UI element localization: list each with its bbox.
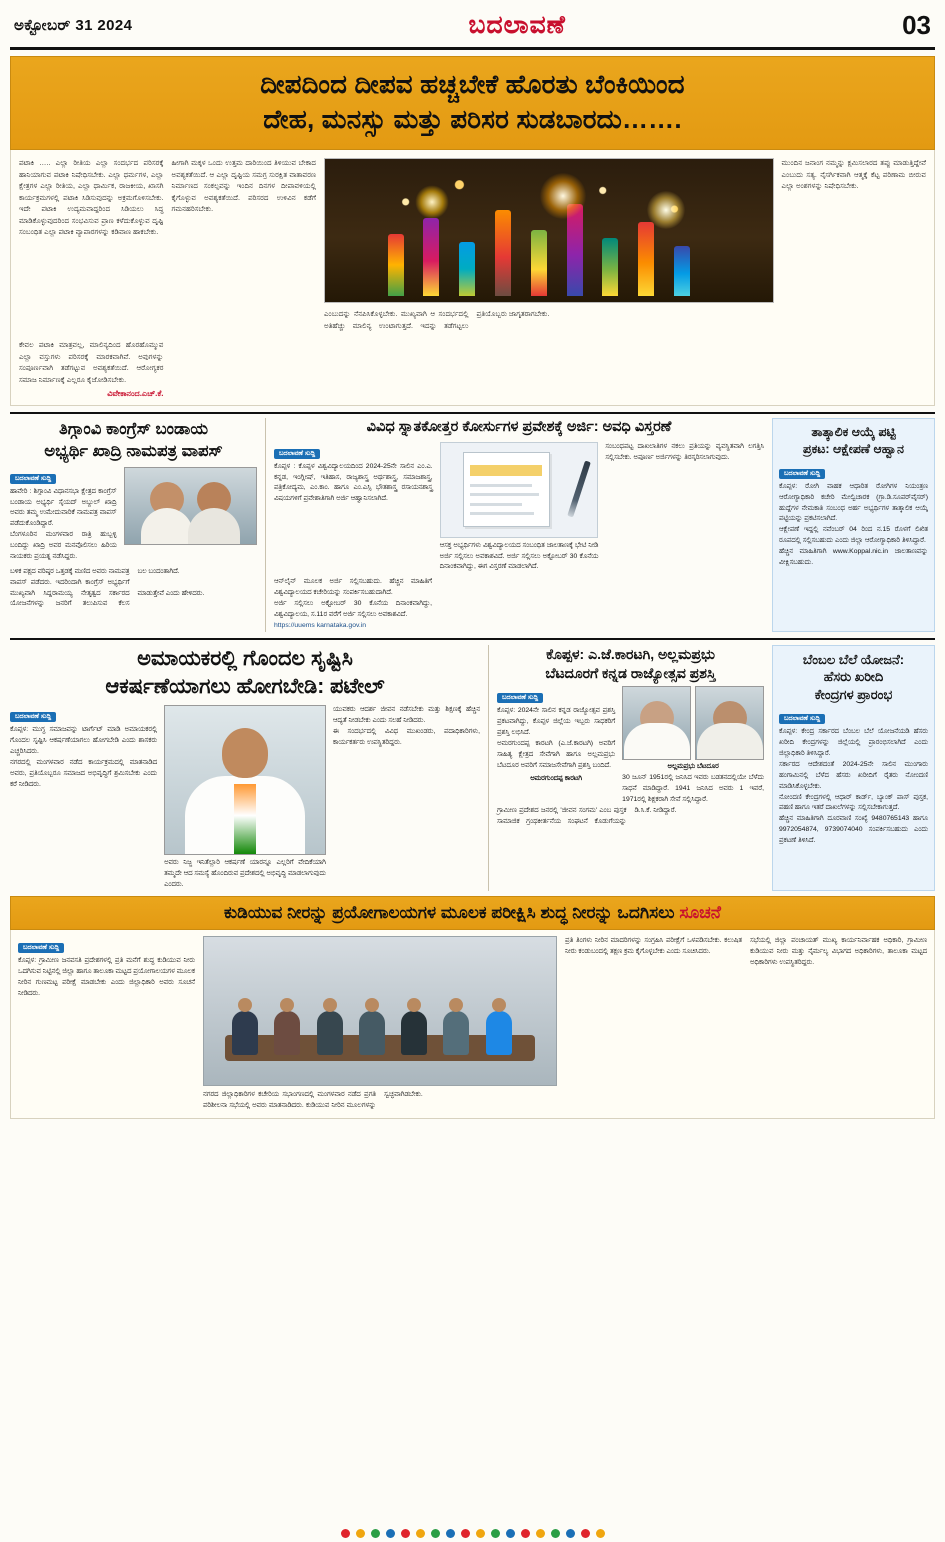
awardee-2-name: ಅಲ್ಲಮಪ್ರಭು ಬೆಟದೂರ (667, 763, 719, 771)
lead-column-1: ಪಟಾಕಿ ….. ಎಲ್ಲಾ ರೀತಿಯ ಎಲ್ಲಾ ಸಂದರ್ಭದ ಪರಿಸರಕ್ಕೆ ಹಾನಿಯಾಗುವ ಪಟಾಕಿ ನಿಷೇಧಿಸಬೇಕು. ಎಲ್ಲಾ ಧರ್ಮಗಳ, ಎಲ್ಲಾ ಕ್ಷೇತ್ರಗಳ ಎಲ್ಲಾ ರೀತಿಯ, ಎಲ್ಲಾ ಧಾರ್ಮಿಕ, ರಾಜಕೀಯ, ಖಾಸಗಿ ಕಾರ್ಯಕ್ರಮಗಳಲ್ಲಿ ಪಟಾಕಿ ಸಿಡಿಸುವುದನ್ನು ಅಕ್ರಮಗೊಳಿಸಬೇಕು. ಇದೇ ಪಟಾಕಿ ಉದ್ಯಮವಾದ್ದರಿಂದ ಸಿಡಿಯಲು ಸಿದ್ಧ ಮಾಡಿಕೊಳ್ಳುವುದರಿಂದ ಸಂಭವಿಸುವ ಪ್ರಾಣ ಕಳೆದುಕೊಳ್ಳುವ ದೃಷ್ಟಿ ಸಂಬಂಧಿತ ಎಲ್ಲಾ ಪಟಾಕಿ ವ್ಯಾಪಾರಗಳನ್ನು ಕಡಿವಾಣ ಹಾಕಬೇಕು. (19, 159, 164, 237)
awardee-2-photo (695, 686, 764, 760)
mid-section (10, 418, 935, 632)
patil-headline-line1: ಅಮಾಯಕರಲ್ಲಿ ಗೊಂದಲ ಸೃಷ್ಟಿಸಿ (137, 646, 353, 670)
article-pg-courses (265, 418, 764, 632)
lead-column-2: ಹೀಗಾಗಿ ಮಕ್ಕಳ ಒಂದು ಉತ್ತಮ ದಾರಿಯಿಂದ ತಿಳಿಯುವ ಬೇಕಾದ ಅವಶ್ಯಕತೆಯಿದೆ. ಆ ಎಲ್ಲಾ ದೃಷ್ಟಿಯ ಸಮಗ್ರ ಸುರಕ್ಷಿತ ವಾತಾವರಣ ನಿರ್ಮಾಣದ ಸಂಕಲ್ಪವನ್ನು ಇಂದಿನ ದಿನಗಳ ದೀಪಾವಳಿಯಲ್ಲಿ ಕೈಗೊಳ್ಳುವ ಅವಶ್ಯಕತೆಯಿದೆ. ಪರಿಸರದ ಉಳಿವಿನ ಕಡೆಗೆ ಗಮನಹರಿಸಬೇಕು. (171, 159, 316, 214)
pg-courses-body-5: ಅರ್ಜಿ ಸಲ್ಲಿಸಲು ಅಕ್ಟೋಬರ್ 30 ಕೊನೆಯ ದಿನಾಂಕವಾಗಿದ್ದು, ವಿಶ್ವವಿದ್ಯಾಲಯ, ಸ.11ರ ವರೆಗೆ ಅರ್ಜಿ ಸಲ್ಲಿಸಲು ಅವಕಾಶವಿದೆ. (274, 600, 432, 618)
support-price-body-4: ಹೆಚ್ಚಿನ ಮಾಹಿತಿಗಾಗಿ ದೂರವಾಣಿ ಸಂಖ್ಯೆ 9480765143 ಹಾಗೂ 9972054874, 9739074040 ಸಂಪರ್ಕಿಸಬಹುದು ಎಂದು ಪ್ರಕಟಣೆ ತಿಳಿಸಿದೆ. (779, 815, 928, 845)
two-leaders-photo (124, 467, 257, 545)
source-tag-temp-list: ಬದಲಾವಣೆ ಸುದ್ದಿ (779, 469, 825, 479)
footer-dot (416, 1529, 425, 1538)
footer-dot (476, 1529, 485, 1538)
lead-photo-block (324, 158, 774, 332)
source-tag-shiggavi: ಬದಲಾವಣೆ ಸುದ್ದಿ (10, 474, 56, 484)
fireworks-crackers-photo (324, 158, 774, 303)
temp-list-headline-line1: ತಾತ್ಕಾಲಿಕ ಆಯ್ಕೆ ಪಟ್ಟಿ (811, 425, 896, 440)
water-notice-banner (10, 896, 935, 930)
footer-dot (461, 1529, 470, 1538)
footer-dot (551, 1529, 560, 1538)
third-section (10, 645, 935, 891)
water-body-4: ಸಭೆಯಲ್ಲಿ ಜಿಲ್ಲಾ ಪಂಚಾಯತ್ ಮುಖ್ಯ ಕಾರ್ಯನಿರ್ವಾಹಕ ಅಧಿಕಾರಿ, ಗ್ರಾಮೀಣ ಕುಡಿಯುವ ನೀರು ಮತ್ತು ನೈರ್ಮಲ್ಯ ವಿಭಾಗದ ಅಧಿಕಾರಿಗಳು, ತಾಲೂಕಾ ಮಟ್ಟದ ಅಧಿಕಾರಿಗಳು ಉಪಸ್ಥಿತರಿದ್ದರು. (750, 936, 927, 966)
section-divider-2 (10, 638, 935, 640)
footer-dot (356, 1529, 365, 1538)
lead-article (10, 150, 935, 406)
shiggavi-body-2: ಬೆಂಗಳೂರಿನ ಮಂಗಳವಾರ ರಾತ್ರಿ ಹುಬ್ಬಳ್ಳಿ ಬಂದಿದ್ದು ಖಾದ್ರಿ ಅವರ ಮನವೊಲಿಸಲು ಹಿರಿಯ ನಾಯಕರು ಪ್ರಯತ್ನ ನಡೆಸಿದ್ದರು. (10, 531, 117, 560)
source-tag-support-price: ಬದಲಾವಣೆ ಸುದ್ದಿ (779, 714, 825, 724)
lead-column-3: ಎಂಬುದನ್ನು ನೆನಪಿಸಿಕೊಳ್ಳಬೇಕು. ಮುಖ್ಯವಾಗಿ ಆ ಸಂದರ್ಭದಲ್ಲಿ ಅತಿಹೆಚ್ಚು ಮಾಲಿನ್ಯ ಉಂಟಾಗುತ್ತದೆ. ಇದನ್ನು ತಡೆಗಟ್ಟಲು ಪ್ರತಿಯೊಬ್ಬರು ಜಾಗೃತರಾಗಬೇಕು. (324, 310, 550, 330)
award-body-3: 30 ಜೂನ್ 1951ರಲ್ಲಿ ಜನಿಸಿದ ಇವರು ಬಡತನದಲ್ಲಿಯೇ ಬೆಳೆದು ಸಾಧನೆ ಮಾಡಿದ್ದಾರೆ. 1941 ಜನಿಸಿದ ಅವರು 1 ಇವರೆ, 1971ರಲ್ಲಿ ಶಿಕ್ಷಕರಾಗಿ ಸೇವೆ ಸಲ್ಲಿಸಿದ್ದಾರೆ. (622, 774, 764, 804)
article-temp-selection-list (772, 418, 935, 632)
two-awardees-photo (622, 686, 691, 760)
footer-dot (446, 1529, 455, 1538)
water-article (10, 930, 935, 1119)
support-price-headline-line3: ಕೇಂದ್ರಗಳ ಪ್ರಾರಂಭ (814, 686, 893, 702)
water-body-1: ಕೊಪ್ಪಳ: ಗ್ರಾಮೀಣ ಜನವಸತಿ ಪ್ರದೇಶಗಳಲ್ಲಿ ಪ್ರತಿ ಮನೆಗೆ ಶುದ್ಧ ಕುಡಿಯುವ ನೀರು ಒದಗಿಸುವ ನಿಟ್ಟಿನಲ್ಲಿ ಜಿಲ್ಲಾ ಹಾಗೂ ತಾಲೂಕಾ ಮಟ್ಟದ ಪ್ರಯೋಗಾಲಯಗಳ ಮೂಲಕ ನೀರಿನ ಗುಣಮಟ್ಟ ಪರೀಕ್ಷೆ ಮಾಡಬೇಕು ಎಂದು ಜಿಲ್ಲಾಧಿಕಾರಿ ಅವರು ಸೂಚನೆ ನೀಡಿದರು. (18, 956, 195, 997)
lead-headline-line2: ದೇಹ, ಮನಸ್ಸು ಮತ್ತು ಪರಿಸರ ಸುಡಬಾರದು……. (263, 104, 682, 135)
page-number: 03 (902, 10, 931, 40)
patil-body-5: ಈ ಸಂದರ್ಭದಲ್ಲಿ ವಿವಿಧ ಮುಖಂಡರು, ಪದಾಧಿಕಾರಿಗಳು, ಕಾರ್ಯಕರ್ತರು ಉಪಸ್ಥಿತರಿದ್ದರು. (332, 728, 480, 746)
footer-dot (506, 1529, 515, 1538)
publication-date: ಅಕ್ಟೋಬರ್ 31 2024 (14, 17, 133, 34)
award-body-1: ಕೊಪ್ಪಳ: 2024ನೇ ಸಾಲಿನ ಕನ್ನಡ ರಾಜ್ಯೋತ್ಸವ ಪ್ರಶಸ್ತಿ ಪ್ರಕಟವಾಗಿದ್ದು, ಕೊಪ್ಪಳ ಜಿಲ್ಲೆಯ ಇಬ್ಬರು ಸಾಧಕರಿಗೆ ಪ್ರಶಸ್ತಿ ಲಭಿಸಿದೆ. (497, 707, 616, 737)
section-divider-1 (10, 412, 935, 414)
support-price-body-1: ಕೊಪ್ಪಳ: ಕೇಂದ್ರ ಸರ್ಕಾರದ ಬೆಂಬಲ ಬೆಲೆ ಯೋಜನೆಯಡಿ ಹೆಸರು ಖರೀದಿ ಕೇಂದ್ರಗಳನ್ನು ಜಿಲ್ಲೆಯಲ್ಲಿ ಪ್ರಾರಂಭಿಸಲಾಗಿದೆ ಎಂದು ಜಿಲ್ಲಾಧಿಕಾರಿ ತಿಳಿಸಿದ್ದಾರೆ. (779, 728, 928, 758)
support-price-headline-line1: ಬೆಂಬಲ ಬೆಲೆ ಯೋಜನೆ: (802, 651, 905, 667)
source-tag-pg-courses: ಬದಲಾವಣೆ ಸುದ್ದಿ (274, 449, 320, 459)
pg-courses-body-2: ಆಸಕ್ತ ಅಭ್ಯರ್ಥಿಗಳು ವಿಶ್ವವಿದ್ಯಾಲಯದ ಸಂಬಂಧಿತ ಜಾಲತಾಣಕ್ಕೆ ಭೇಟಿ ನೀಡಿ ಅರ್ಜಿ ಸಲ್ಲಿಸಲು ಅವಕಾಶವಿದೆ. ಅರ್ಜಿ ಸಲ್ಲಿಸಲು ಅಕ್ಟೋಬರ್ 30 ಕೊನೆಯ ದಿನಾಂಕವಾಗಿದ್ದು, ಈಗ ವಿಸ್ತರಣೆ ಮಾಡಲಾಗಿದೆ. (439, 541, 599, 571)
footer-dot (536, 1529, 545, 1538)
masthead (10, 8, 935, 50)
footer-dot (371, 1529, 380, 1538)
shiggavi-body-1: ಹಾವೇರಿ : ಶಿಗ್ಗಾಂವಿ ವಿಧಾನಸಭಾ ಕ್ಷೇತ್ರದ ಕಾಂಗ್ರೆಸ್ ಬಂಡಾಯ ಅಭ್ಯರ್ಥಿ ಸೈಯದ್ ಅಬ್ದುಲ್ ಖಾದ್ರಿ ಅವರು ತಮ್ಮ ಉಮೇದುವಾರಿಕೆ ನಾಮಪತ್ರ ವಾಪಸ್ ಪಡೆದುಕೊಂಡಿದ್ದಾರೆ. (10, 487, 117, 528)
support-price-body-3: ನೋಂದಣಿ ಕೇಂದ್ರಗಳಲ್ಲಿ ಆಧಾರ್ ಕಾರ್ಡ್, ಬ್ಯಾಂಕ್ ಪಾಸ್ ಪುಸ್ತಕ, ಪಹಣಿ ಹಾಗೂ ಇತರೆ ದಾಖಲೆಗಳನ್ನು ಸಲ್ಲಿಸಬೇಕಾಗುತ್ತದೆ. (779, 793, 928, 812)
pg-courses-website[interactable]: https://uuems karnataka.gov.in (274, 621, 367, 629)
lead-column-4: ಮುಂದಿನ ಜನಾಂಗ ನಮ್ಮನ್ನು ಕ್ಷಮಿಸಲಾರದ ತಪ್ಪು ಮಾಡುತ್ತಿದ್ದೇವೆ ಎಂಬುದು ಸತ್ಯ. ನೈಸರ್ಗಿಕವಾಗಿ ಆತ್ಮಕ್ಕೆ ಕೆಟ್ಟ ಪರಿಣಾಮ ಬೀರುವ ಎಲ್ಲಾ ಅಂಶಗಳನ್ನು ನಿಷೇಧಿಸಬೇಕು. (781, 159, 926, 191)
footer-dot (341, 1529, 350, 1538)
water-notice-highlight: ಸೂಚನೆ (679, 902, 721, 922)
lead-headline-banner (10, 56, 935, 150)
lead-headline-line1: ದೀಪದಿಂದ ದೀಪವ ಹಚ್ಚಬೇಕೆ ಹೊರತು ಬೆಂಕಿಯಿಂದ (260, 69, 685, 99)
awardee-1-name: ಅಮರಗುಂದಪ್ಪ ಕಾರಟಗಿ (530, 774, 582, 782)
award-headline-line2: ಬೆಟದೂರಗೆ ಕನ್ನಡ ರಾಜ್ಯೋತ್ಸವ ಪ್ರಶಸ್ತಿ (545, 664, 716, 681)
lead-column-5: ಕೇವಲ ಪಟಾಕಿ ಮಾತ್ರವಲ್ಲ, ಮಾಲಿನ್ಯದಿಂದ ಹೊರಹೊಮ್ಮುವ ಎಲ್ಲಾ ವಸ್ತುಗಳು ಪರಿಸರಕ್ಕೆ ಮಾರಕವಾಗಿವೆ. ಅವುಗಳನ್ನು ಸಂಪೂರ್ಣವಾಗಿ ತಡೆಗಟ್ಟುವ ಅವಶ್ಯಕತೆಯಿದೆ. ಆರೋಗ್ಯಕರ ಸಮಾಜ ನಿರ್ಮಾಣಕ್ಕೆ ಎಲ್ಲರೂ ಕೈಜೋಡಿಸಬೇಕು. (19, 341, 164, 384)
article-shiggavi-congress (10, 418, 257, 632)
lead-column-5-block (19, 340, 164, 399)
source-tag-patil: ಬದಲಾವಣೆ ಸುದ್ದಿ (10, 712, 56, 722)
pg-courses-body-4: ಆನ್‌ಲೈನ್ ಮೂಲಕ ಅರ್ಜಿ ಸಲ್ಲಿಸಬಹುದು. ಹೆಚ್ಚಿನ ಮಾಹಿತಿಗೆ ವಿಶ್ವವಿದ್ಯಾಲಯದ ಕಚೇರಿಯನ್ನು ಸಂಪರ್ಕಿಸಬಹುದಾಗಿದೆ. (274, 578, 432, 597)
pg-courses-headline: ವಿವಿಧ ಸ್ನಾತಕೋತ್ತರ ಕೋರ್ಸುಗಳ ಪ್ರವೇಶಕ್ಕೆ ಅರ್ಜಿ: ಅವಧಿ ವಿಸ್ತರಣೆ (366, 419, 672, 436)
temp-list-body-3: ಹೆಚ್ಚಿನ ಮಾಹಿತಿಗಾಗಿ www.Koppal.nic.in ಜಾಲತಾಣವನ್ನು ವೀಕ್ಷಿಸಬಹುದು. (779, 548, 928, 566)
temp-list-body-2: ಆಕ್ಷೇಪಣೆ ಇದ್ದಲ್ಲಿ ನವೆಂಬರ್ 04 ರಿಂದ ನ.15 ರೊಳಗೆ ಲಿಖಿತ ರೂಪದಲ್ಲಿ ಸಲ್ಲಿಸಬಹುದು ಎಂದು ಜಿಲ್ಲಾ ಆರೋಗ್ಯಾಧಿಕಾರಿ ತಿಳಿಸಿದ್ದಾರೆ. (779, 526, 928, 545)
award-body-4: ಗ್ರಾಮೀಣ ಪ್ರದೇಶದ ಜನರಲ್ಲಿ 'ಜೀವನ ಸಂಗಮ' ಎಂಬ ಪುಸ್ತಕ ಸಾಮಾಜಿಕ ಗ್ರಂಥಕೀರ್ತನೆಯ ಸಂಘಟನೆ ಕೊಡುಗೆಯನ್ನು ಡಿ.ಸಿ.ಕೆ. ನೀಡಿದ್ದಾರೆ. (497, 806, 677, 825)
pg-courses-body-3: ಸಂಬಂಧಪಟ್ಟ ದಾಖಲಾತಿಗಳ ನಕಲು ಪ್ರತಿಯನ್ನು ವ್ಯವಸ್ಥಿತವಾಗಿ ಲಗತ್ತಿಸಿ ಸಲ್ಲಿಸಬೇಕು. ಅಪೂರ್ಣ ಅರ್ಜಿಗಳನ್ನು ತಿರಸ್ಕರಿಸಲಾಗುವುದು. (605, 442, 764, 461)
newspaper-logo: ಬದಲಾವಣೆ (468, 11, 566, 39)
source-tag-water: ಬದಲಾವಣೆ ಸುದ್ದಿ (18, 943, 64, 953)
water-body-3: ಪ್ರತಿ ತಿಂಗಳು ನೀರಿನ ಮಾದರಿಗಳನ್ನು ಸಂಗ್ರಹಿಸಿ ಪರೀಕ್ಷೆಗೆ ಒಳಪಡಿಸಬೇಕು. ಕಲುಷಿತ ನೀರು ಕಂಡುಬಂದಲ್ಲಿ ತಕ್ಷಣ ಕ್ರಮ ಕೈಗೊಳ್ಳಬೇಕು ಎಂದು ಸೂಚಿಸಿದರು. (565, 936, 742, 955)
award-body-2: ಅಮರಗುಂದಪ್ಪ ಕಾರಟಗಿ (ಎ.ಜೆ.ಕಾರಟಗಿ) ಅವರಿಗೆ ಸಾಹಿತ್ಯ ಕ್ಷೇತ್ರದ ಸೇವೆಗಾಗಿ ಹಾಗೂ ಅಲ್ಲಮಪ್ರಭು ಬೆಟದೂರ ಅವರಿಗೆ ಸಮಾಜಸೇವೆಗಾಗಿ ಪ್ರಶಸ್ತಿ ಬಂದಿದೆ. (497, 740, 616, 769)
source-tag-award: ಬದಲಾವಣೆ ಸುದ್ದಿ (497, 693, 543, 703)
footer-dot (401, 1529, 410, 1538)
footer-dot (491, 1529, 500, 1538)
patil-body-4: ಯುವಕರು ಆದರ್ಶ ಜೀವನ ನಡೆಸಬೇಕು ಮತ್ತು ಶಿಕ್ಷಣಕ್ಕೆ ಹೆಚ್ಚಿನ ಆದ್ಯತೆ ನೀಡಬೇಕು ಎಂದು ಸಲಹೆ ನೀಡಿದರು. (332, 706, 480, 725)
support-price-headline-line2: ಹೆಸರು ಖರೀದಿ (823, 669, 884, 685)
lead-byline: ವಿವೇಕಾನಂದ.ಎಚ್.ಕೆ. (107, 389, 164, 399)
award-headline-line1: ಕೊಪ್ಪಳ: ಎ.ಜೆ.ಕಾರಟಗಿ, ಅಲ್ಲಮಪ್ರಭು (546, 645, 715, 662)
patil-body-3: ಅವರು ನಿಜ್ಜ ಇನಿತೆಲ್ಲಾರಿ ಆಕರ್ಷಣೆ ಯಾರನ್ನೂ ಎಲ್ಲರಿಗೆ ವೇದಿಕೆಯಾಗಿ ತಮ್ಮದೇ ಆದ ಸಮಸ್ಯೆ ಹೊಂದಿರುವ ಪ್ರದೇಶದಲ್ಲಿ ಅಭಿವೃದ್ಧಿ ಮಾಡಲಾಗುವುದು ಎಂದರು. (164, 859, 326, 889)
patil-body-2: ನಗರದಲ್ಲಿ ಮಂಗಳವಾರ ನಡೆದ ಕಾರ್ಯಕ್ರಮದಲ್ಲಿ ಮಾತನಾಡಿದ ಅವರು, ಪ್ರತಿಯೊಬ್ಬರೂ ಸಮಾಜದ ಅಭಿವೃದ್ಧಿಗೆ ಶ್ರಮಿಸಬೇಕು ಎಂದು ಕರೆ ನೀಡಿದರು. (10, 758, 158, 788)
officials-meeting-photo (203, 936, 557, 1086)
water-notice-text: ಕುಡಿಯುವ ನೀರನ್ನು ಪ್ರಯೋಗಾಲಯಗಳ ಮೂಲಕ ಪರೀಕ್ಷಿಸಿ ಶುದ್ಧ ನೀರನ್ನು ಒದಗಿಸಲು (224, 902, 675, 922)
footer-dot (521, 1529, 530, 1538)
shiggavi-headline-line2: ಅಭ್ಯರ್ಥಿ ಖಾದ್ರಿ ನಾಮಪತ್ರ ವಾಪಸ್ (44, 442, 223, 461)
article-support-price-scheme (772, 645, 935, 891)
footer-dot (431, 1529, 440, 1538)
shiggavi-body-4: ಮುಖ್ಯವಾಗಿ ಸಿದ್ದರಾಮಯ್ಯ ನೇತೃತ್ವದ ಸರ್ಕಾರದ ಯೋಜನೆಗಳನ್ನು ಜನರಿಗೆ ತಲುಪಿಸುವ ಕೆಲಸ ಮಾಡುತ್ತೇವೆ ಎಂದು ಹೇಳಿದರು. (10, 589, 205, 608)
footer-dot (386, 1529, 395, 1538)
support-price-body-2: ಸರ್ಕಾರದ ಆದೇಶದಂತೆ 2024-25ನೇ ಸಾಲಿನ ಮುಂಗಾರು ಹಂಗಾಮಿನಲ್ಲಿ ಬೆಳೆದ ಹೆಸರು ಖರೀದಿಗೆ ರೈತರು ನೋಂದಣಿ ಮಾಡಿಸಿಕೊಳ್ಳಬೇಕು. (779, 760, 928, 790)
pg-courses-body-1: ಕೊಪ್ಪಳ : ಕೊಪ್ಪಳ ವಿಶ್ವವಿದ್ಯಾಲಯದಿಂದ 2024-25ನೇ ಸಾಲಿನ ಎಂ.ಎ. ಕನ್ನಡ, ಇಂಗ್ಲೀಷ್, ಇತಿಹಾಸ, ರಾಜ್ಯಶಾಸ್ತ್ರ ಅರ್ಥಶಾಸ್ತ್ರ, ಸಮಾಜಶಾಸ್ತ್ರ, ಪತ್ರಿಕೋದ್ಯಮ, ಎಂ.ಕಾಂ. ಹಾಗೂ ಎಂ.ಎಸ್ಸಿ ಭೌತಶಾಸ್ತ್ರ ರಸಾಯನಶಾಸ್ತ್ರ ವಿಷಯಗಳಿಗೆ ಪ್ರವೇಶಾತಿಗಾಗಿ ಅರ್ಜಿ ಆಹ್ವಾನಿಸಲಾಗಿದೆ. (274, 462, 433, 503)
shiggavi-body-3: ಬಳಿಕ ಪಕ್ಷದ ವರಿಷ್ಠರ ಒತ್ತಡಕ್ಕೆ ಮಣಿದ ಅವರು ನಾಮಪತ್ರ ವಾಪಸ್ ಪಡೆದರು. ಇದರಿಂದಾಗಿ ಕಾಂಗ್ರೆಸ್ ಅಭ್ಯರ್ಥಿಗೆ ಬಲ ಬಂದಂತಾಗಿದೆ. (10, 567, 180, 586)
footer-dot (596, 1529, 605, 1538)
politician-portrait-photo (164, 705, 326, 855)
application-document-illustration (440, 442, 599, 538)
water-body-2: ನಗರದ ಜಿಲ್ಲಾಧಿಕಾರಿಗಳ ಕಚೇರಿಯ ಸಭಾಂಗಣದಲ್ಲಿ ಮಂಗಳವಾರ ನಡೆದ ಪ್ರಗತಿ ಪರಿಶೀಲನಾ ಸಭೆಯಲ್ಲಿ ಅವರು ಮಾತನಾಡಿದರು. ಕುಡಿಯುವ ನೀರಿನ ಮೂಲಗಳನ್ನು ಸ್ವಚ್ಛವಾಗಿಡಬೇಕು. (203, 1090, 423, 1109)
footer-color-dots (0, 1529, 945, 1538)
patil-body-1: ಕೊಪ್ಪಳ: ಮುಗ್ಧ ಸಮಾಜವನ್ನು ಟಾರ್ಗೆಟ್ ಮಾಡಿ ಅಮಾಯಕರಲ್ಲಿ ಗೊಂದಲ ಸೃಷ್ಟಿಸಿ ಆಕರ್ಷಣೆಯಾಗಲು ಹೋಗಬೇಡಿ ಎಂದು ಶಾಸಕರು ಎಚ್ಚರಿಸಿದರು. (10, 726, 158, 756)
article-rajyotsava-award (488, 645, 764, 891)
patil-headline-line2: ಆಕರ್ಷಣೆಯಾಗಲು ಹೋಗಬೇಡಿ: ಪಟೇಲ್ (105, 675, 385, 698)
temp-list-headline-line2: ಪ್ರಕಟ: ಆಕ್ಷೇಪಣೆ ಆಹ್ವಾನ (803, 441, 904, 456)
footer-dot (581, 1529, 590, 1538)
shiggavi-headline-line1: ತಿಗ್ಗಾಂವಿ ಕಾಂಗ್ರೆಸ್ ಬಂಡಾಯ (59, 420, 208, 439)
temp-list-body-1: ಕೊಪ್ಪಳ: ರೋಗಿ ವಾಹಕ ಆಧಾರಿತ ರೋಗಿಗಳ ನಿಯಂತ್ರಣ ಆರೋಗ್ಯಾಧಿಕಾರಿ ಕಚೇರಿ ಮೇಲ್ವಿಚಾರಕ (ಗ್ರಾ.ಡಿ.ಸೂಪರ್‌ವೈಸರ್) ಹುದ್ದೆಗಳ ನೇಮಕಾತಿ ಸಂಬಂಧ ಅರ್ಹ ಅಭ್ಯರ್ಥಿಗಳ ತಾತ್ಕಾಲಿಕ ಆಯ್ಕೆ ಪಟ್ಟಿಯನ್ನು ಪ್ರಕಟಿಸಲಾಗಿದೆ. (779, 482, 928, 523)
article-patil-statement (10, 645, 480, 891)
footer-dot (566, 1529, 575, 1538)
